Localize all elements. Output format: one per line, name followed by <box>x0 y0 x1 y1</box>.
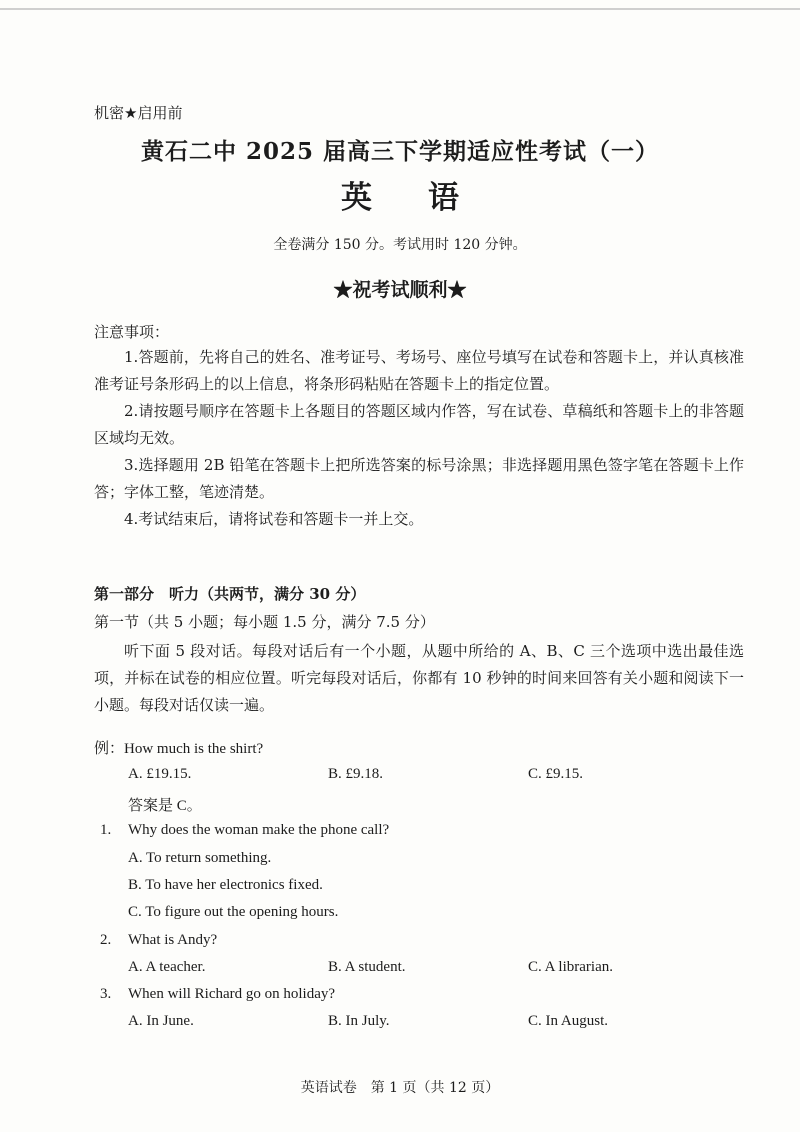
subject-title <box>0 172 800 217</box>
question-2-number: 2. <box>100 932 112 948</box>
question-3-number: 3. <box>100 986 112 1002</box>
note-item-1: 1.答题前，先将自己的姓名、准考证号、考场号、座位号填写在试卷和答题卡上，并认真核准准考证号条形码上的以上信息，将条形码粘贴在答题卡上的指定位置。 <box>94 348 744 393</box>
question-1-option-b: B. To have her electronics fixed. <box>128 877 323 893</box>
confidential-label: 机密★启用前 <box>94 104 183 122</box>
subject-char-1: 英 <box>341 180 372 216</box>
question-1-option-a: A. To return something. <box>128 850 272 866</box>
example-option-a: A. £19.15. <box>128 766 192 782</box>
page-footer: 英语试卷 第 1 页（共 12 页） <box>300 1080 500 1096</box>
exam-title: 黄石二中 2025 届高三下学期适应性考试（一） <box>140 138 660 165</box>
question-1-text: Why does the woman make the phone call? <box>128 822 390 838</box>
example-label <box>94 737 263 758</box>
question-1-option-c: C. To figure out the opening hours. <box>128 904 339 920</box>
note-item-3: 3.选择题用 2B 铅笔在答题卡上把所选答案的标号涂黑；非选择题用黑色签字笔在答题卡上作答；字体工整，笔迹清楚。 <box>94 456 744 501</box>
question-3-text: When will Richard go on holiday? <box>128 986 336 1002</box>
example-label-text: 例： <box>94 741 125 757</box>
example-question: How much is the shirt? <box>124 741 264 757</box>
question-2-text: What is Andy? <box>128 932 218 948</box>
example-option-c: C. £9.15. <box>528 766 584 782</box>
question-3-option-a: A. In June. <box>128 1013 194 1029</box>
listening-instructions: 听下面 5 段对话。每段对话后有一个小题，从题中所给的 A、B、C 三个选项中选出最佳选项，并标在试卷的相应位置。听完每段对话后，你都有 10 秒钟的时间来回答有关小题和阅读下一小题。每段对话仅读一遍。 <box>94 642 744 714</box>
question-3-option-c: C. In August. <box>528 1013 609 1029</box>
question-2-option-a: A. A teacher. <box>128 959 206 975</box>
example-answer: 答案是 C。 <box>128 798 202 814</box>
top-edge-line <box>0 8 800 10</box>
exam-info: 全卷满分 150 分。考试用时 120 分钟。 <box>273 237 527 253</box>
part1-title: 第一部分 听力（共两节，满分 30 分） <box>94 585 366 603</box>
question-3-option-b: B. In July. <box>328 1013 390 1029</box>
note-item-2: 2.请按题号顺序在答题卡上各题目的答题区域内作答，写在试卷、草稿纸和答题卡上的非答题区域均无效。 <box>94 402 744 447</box>
note-item-4: 4.考试结束后，请将试卷和答题卡一并上交。 <box>124 510 424 528</box>
subject-char-2: 语 <box>428 180 459 216</box>
section1-title: 第一节（共 5 小题；每小题 1.5 分，满分 7.5 分） <box>94 613 435 631</box>
question-2-option-b: B. A student. <box>328 959 406 975</box>
question-2-option-c: C. A librarian. <box>528 959 613 975</box>
example-option-b: B. £9.18. <box>328 766 384 782</box>
good-luck-banner: ★祝考试顺利★ <box>333 279 467 301</box>
notes-title: 注意事项： <box>94 323 170 341</box>
question-1-number: 1. <box>100 822 112 838</box>
